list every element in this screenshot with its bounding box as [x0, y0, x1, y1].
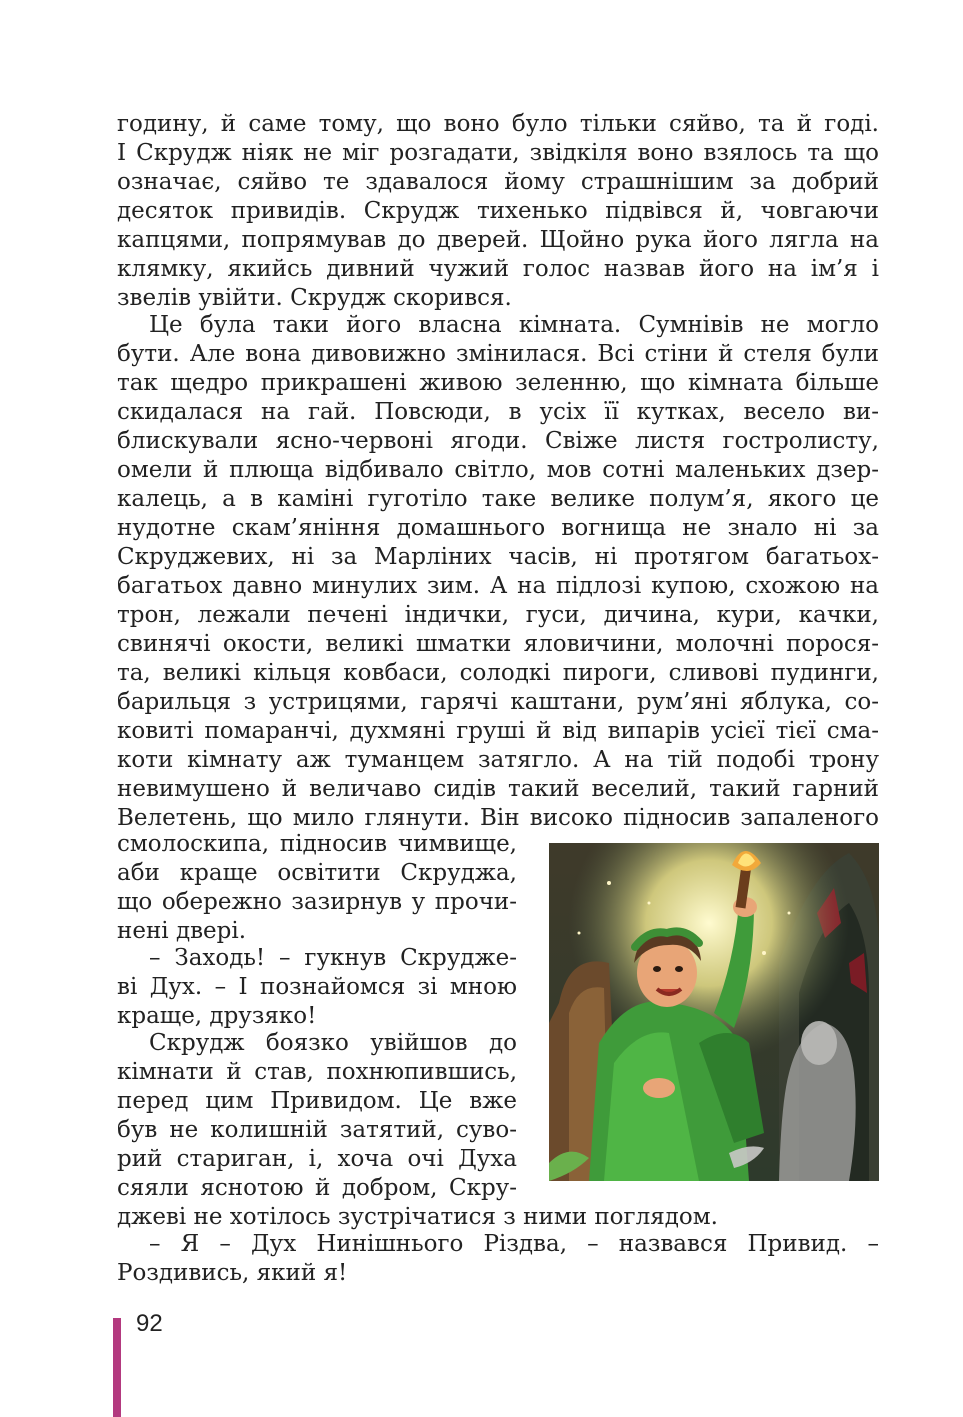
text-line: ві Дух. – І познайомся зі мною — [117, 974, 517, 1000]
text-line: сяяли яснотою й добром, Скру- — [117, 1175, 517, 1201]
text-line: перед цим Привидом. Це вже — [117, 1088, 517, 1114]
page-accent-bar — [113, 1318, 121, 1417]
text-line: аби краще освітити Скруджа, — [117, 860, 517, 886]
text-line: Скруджевих, ні за Марліних часів, ні протягом багатьох- — [117, 544, 879, 570]
text-line: нені двері. — [117, 918, 247, 944]
text-line: скидалася на гай. Повсюди, в усіх її кутках, весело ви- — [117, 399, 879, 425]
text-line: десяток привидів. Скрудж тихенько підвівся й, човгаючи — [117, 198, 879, 224]
text-line: що обережно зазирнув у прочи- — [117, 889, 517, 915]
text-line: – Заходь! – гукнув Скрудже- — [149, 945, 517, 971]
text-line: омели й плюща відбивало світло, мов сотні маленьких дзер- — [117, 457, 879, 483]
text-line: невимушено й величаво сидів такий веселий, такий гарний — [117, 776, 879, 802]
text-line: нудотне скам’яніння домашнього вогнища не знало ні за — [117, 515, 879, 541]
text-line: трон, лежали печені індички, гуси, дичина, кури, качки, — [117, 602, 879, 628]
text-line: І Скрудж ніяк не міг розгадати, звідкіля воно взялось та що — [117, 140, 879, 166]
text-line: смолоскипа, підносив чимвище, — [117, 831, 517, 857]
illustration-ghost-of-christmas-present — [549, 843, 879, 1181]
text-line: джеві не хотілось зустрічатися з ними поглядом. — [117, 1204, 718, 1230]
text-line: був не колишній затятий, суво- — [117, 1117, 517, 1143]
text-line: годину, й саме тому, що воно було тільки сяйво, та й годі. — [117, 111, 879, 137]
page-number: 92 — [136, 1310, 163, 1337]
text-line: – Я – Дух Нинішнього Різдва, – назвався Привид. – — [149, 1231, 879, 1257]
text-line: клямку, якийсь дивний чужий голос назвав його на ім’я і — [117, 256, 879, 282]
text-line: блискували ясно-червоні ягоди. Свіже листя гостролисту, — [117, 428, 879, 454]
text-line: кімнати й став, похнюпившись, — [117, 1059, 517, 1085]
text-line: калець, а в каміні гуготіло таке велике полум’я, якого це — [117, 486, 879, 512]
text-line: Велетень, що мило глянути. Він високо підносив запаленого — [117, 805, 879, 831]
text-line: свинячі окости, великі шматки яловичини, молочні порося- — [117, 631, 879, 657]
text-line: бути. Але вона дивовижно змінилася. Всі стіни й стеля були — [117, 341, 879, 367]
text-line: означає, сяйво те здавалося йому страшнішим за добрий — [117, 169, 879, 195]
text-line: барильця з устрицями, гарячі каштани, рум’яні яблука, со- — [117, 689, 879, 715]
text-line: краще, друзяко! — [117, 1003, 317, 1029]
text-line: Скрудж боязко увійшов до — [149, 1030, 517, 1056]
text-line: так щедро прикрашені живою зеленню, що кімната більше — [117, 370, 879, 396]
text-line: та, великі кільця ковбаси, солодкі пироги, сливові пудинги, — [117, 660, 879, 686]
text-line: Роздивись, який я! — [117, 1260, 348, 1286]
text-line: багатьох давно минулих зим. А на підлозі купою, схожою на — [117, 573, 879, 599]
text-line: Це була таки його власна кімната. Сумнівів не могло — [149, 312, 879, 338]
text-line: рий стариган, і, хоча очі Духа — [117, 1146, 517, 1172]
text-line: ковиті помаранчі, духмяні груші й від випарів усієї тієї сма- — [117, 718, 879, 744]
text-line: коти кімнату аж туманцем затягло. А на тій подобі трону — [117, 747, 879, 773]
text-line: звелів увійти. Скрудж скорився. — [117, 285, 512, 311]
text-line: капцями, попрямував до дверей. Щойно рука його лягла на — [117, 227, 879, 253]
